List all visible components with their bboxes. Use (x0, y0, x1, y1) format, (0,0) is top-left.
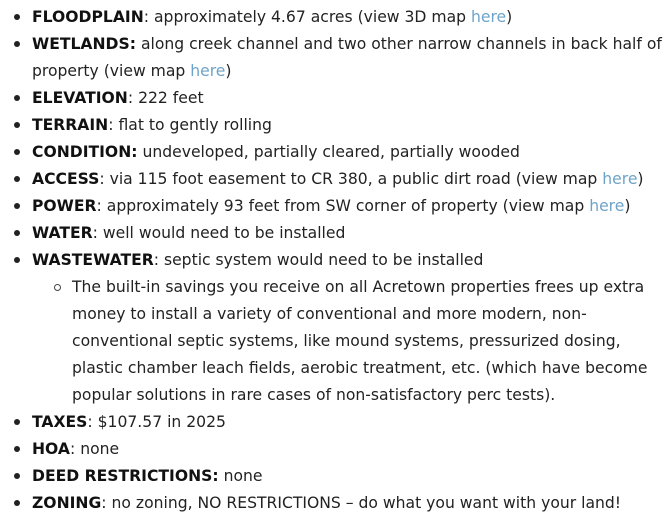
wetlands-map-link[interactable]: here (190, 62, 226, 80)
item-separator: : (108, 116, 119, 134)
item-tail: ) (624, 197, 631, 215)
item-label: WETLANDS: (32, 35, 136, 53)
item-label: FLOODPLAIN (32, 8, 144, 26)
item-text: undeveloped, partially cleared, partially wooded (142, 143, 520, 161)
item-text: via 115 foot easement to CR 380, a public dirt road (view map (109, 170, 603, 188)
item-label: WASTEWATER (32, 251, 154, 269)
terrain-item (12, 112, 664, 139)
item-label: HOA (32, 440, 70, 458)
item-label: ZONING (32, 494, 102, 512)
item-text: none (80, 440, 120, 458)
condition-item (12, 139, 664, 166)
item-separator: : (143, 8, 154, 26)
item-text: 222 feet (138, 89, 204, 107)
item-text: well would need to be installed (102, 224, 346, 242)
floodplain-3d-map-link[interactable]: here (471, 8, 507, 26)
item-separator: : (96, 197, 107, 215)
item-separator: : (92, 224, 103, 242)
item-text: no zoning, NO RESTRICTIONS – do what you want with your land! (111, 494, 622, 512)
item-text: approximately 93 feet from SW corner of property (view map (106, 197, 590, 215)
item-text: none (223, 467, 263, 485)
item-separator: : (153, 251, 164, 269)
power-map-link[interactable]: here (589, 197, 625, 215)
wastewater-note: The built-in savings you receive on all Acretown properties frees up extra money to install a variety of conventional and more modern, non-conventional septic systems, like mound systems, pressurized dosing, plastic chamber leach fields, aerobic treatment, etc. (which have become popular solutions in rare cases of non-satisfactory perc tests). (32, 274, 664, 409)
wastewater-item (12, 247, 664, 409)
property-details-list (12, 4, 664, 517)
item-separator: : (99, 170, 110, 188)
item-separator: : (127, 89, 139, 107)
zoning-item (12, 490, 664, 517)
item-text: septic system would need to be installed (163, 251, 484, 269)
item-label: TERRAIN (32, 116, 109, 134)
wetlands-item (12, 31, 664, 85)
wastewater-sub-list (32, 274, 664, 409)
item-label: ACCESS (32, 170, 100, 188)
item-label: ELEVATION (32, 89, 128, 107)
floodplain-item (12, 4, 664, 31)
access-map-link[interactable]: here (602, 170, 638, 188)
power-item (12, 193, 664, 220)
taxes-item (12, 409, 664, 436)
item-text: approximately 4.67 acres (view 3D map (154, 8, 471, 26)
deed-restrictions-item (12, 463, 664, 490)
elevation-item (12, 85, 664, 112)
access-item (12, 166, 664, 193)
item-separator: : (69, 440, 81, 458)
item-tail: ) (506, 8, 513, 26)
item-text: $107.57 in 2025 (97, 413, 226, 431)
item-separator: : (101, 494, 112, 512)
hoa-item (12, 436, 664, 463)
water-item (12, 220, 664, 247)
item-text: along creek channel and two other narrow channels in back half of property (view map (32, 35, 662, 80)
item-label: CONDITION: (32, 143, 138, 161)
item-tail: ) (637, 170, 644, 188)
item-label: WATER (32, 224, 93, 242)
item-label: POWER (32, 197, 97, 215)
item-separator: : (87, 413, 98, 431)
item-label: DEED RESTRICTIONS: (32, 467, 219, 485)
item-tail: ) (225, 62, 232, 80)
item-text: flat to gently rolling (118, 116, 272, 134)
item-label: TAXES (32, 413, 88, 431)
